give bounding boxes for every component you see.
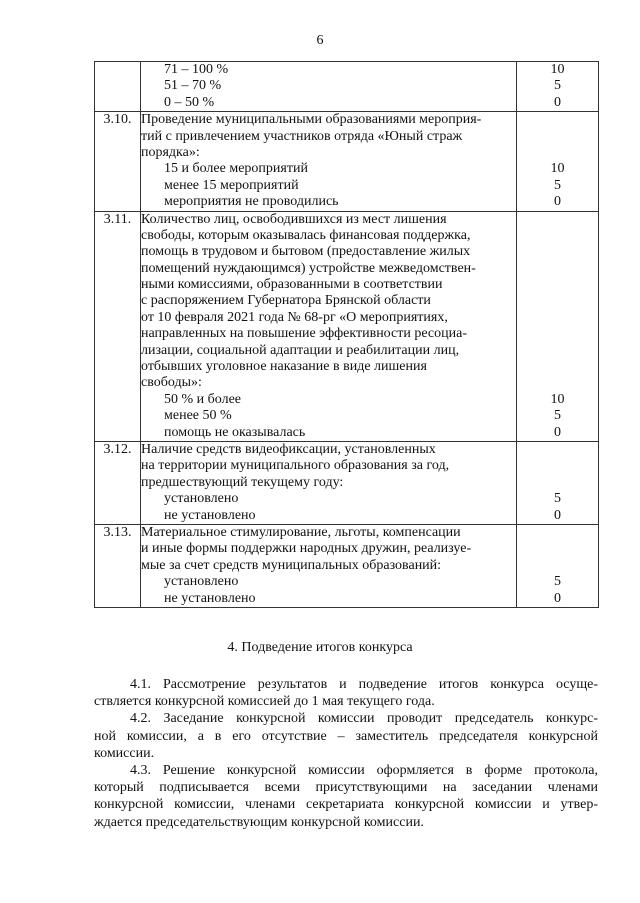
score-spacer xyxy=(517,442,598,458)
criterion-option: установлено xyxy=(164,574,239,590)
score-spacer xyxy=(517,541,598,557)
score-spacer xyxy=(517,293,598,309)
row-number: 3.10. xyxy=(95,112,141,211)
criterion-option: помощь не оказывалась xyxy=(164,424,306,440)
criteria-table-body xyxy=(95,62,599,608)
score-value: 0 xyxy=(554,507,561,523)
criterion-text-line: Наличие средств видеофиксации, установленных xyxy=(141,441,436,457)
score-value: 10 xyxy=(550,391,565,407)
criterion-cell xyxy=(141,62,517,112)
score-value: 0 xyxy=(554,424,561,440)
criterion-text-line: отбывших уголовное наказание в виде лишения xyxy=(141,359,427,375)
criterion-cell xyxy=(141,441,517,524)
paragraph-line: который подписывается всеми присутствующими на заседании членами xyxy=(94,780,598,796)
criterion-text-line: лизации, социальной адаптации и реабилитации лиц, xyxy=(141,342,460,358)
score-cell xyxy=(517,524,599,607)
score-value: 10 xyxy=(550,62,565,77)
score-spacer xyxy=(517,359,598,375)
score-spacer xyxy=(517,475,598,491)
score-value: 5 xyxy=(554,491,561,507)
criterion-option: 15 и более мероприятий xyxy=(164,161,308,177)
criterion-text-line: помощь в трудовом и бытовом (предоставление жилых xyxy=(141,244,471,260)
score-value: 5 xyxy=(554,408,561,424)
criterion-option: мероприятия не проводились xyxy=(164,194,339,210)
criteria-table xyxy=(94,61,599,608)
score-spacer xyxy=(517,228,598,244)
score-cell xyxy=(517,211,599,441)
score-spacer xyxy=(517,277,598,293)
criterion-text-line: мые за счет средств муниципальных образований: xyxy=(141,557,442,573)
criterion-option: менее 15 мероприятий xyxy=(164,177,299,193)
page-number: 6 xyxy=(316,33,324,48)
criterion-text-line: ными комиссиями, образованными в соответствии xyxy=(141,277,443,293)
criterion-option: установлено xyxy=(164,491,239,507)
paragraph xyxy=(94,676,598,710)
criterion-text-line: Количество лиц, освободившихся из мест лишения xyxy=(141,211,447,227)
score-value: 5 xyxy=(554,177,561,193)
criterion-option: не установлено xyxy=(164,590,256,606)
criterion-option: не установлено xyxy=(164,507,256,523)
score-spacer xyxy=(517,129,598,145)
criterion-option: 0 – 50 % xyxy=(164,94,215,110)
paragraph xyxy=(94,762,598,831)
table-row xyxy=(95,211,599,441)
score-spacer xyxy=(517,375,598,391)
criterion-option: 51 – 70 % xyxy=(164,78,222,94)
criterion-text-line: направленных на повышение эффективности ресоциа- xyxy=(141,326,467,342)
score-cell xyxy=(517,112,599,211)
criterion-option: 71 – 100 % xyxy=(164,62,229,77)
score-value: 0 xyxy=(554,94,561,110)
criterion-cell xyxy=(141,211,517,441)
paragraphs xyxy=(94,676,598,831)
row-number xyxy=(95,62,141,112)
score-spacer xyxy=(517,261,598,277)
paragraph-line: ствляется конкурсной комиссией до 1 мая текущего года. xyxy=(94,694,435,710)
criterion-text-line: тий с привлечением участников отряда «Юный страж xyxy=(141,128,463,144)
criterion-cell xyxy=(141,112,517,211)
criterion-text-line: и иные формы поддержки народных дружин, реализуе- xyxy=(141,541,472,557)
paragraph-line: комиссии. xyxy=(94,745,155,761)
paragraph-line: конкурсной комиссии, членами секретариата конкурсной комиссии и утвер- xyxy=(94,797,598,813)
score-value: 5 xyxy=(554,574,561,590)
score-spacer xyxy=(517,326,598,342)
score-value: 5 xyxy=(554,78,561,94)
score-value: 10 xyxy=(550,161,565,177)
table-row xyxy=(95,524,599,607)
table-row xyxy=(95,112,599,211)
criterion-option: менее 50 % xyxy=(164,408,232,424)
score-value: 0 xyxy=(554,590,561,606)
criterion-text-line: Проведение муниципальными образованиями мероприя- xyxy=(141,112,482,128)
criterion-text-line: свободы, которым оказывалась финансовая поддержка, xyxy=(141,227,471,243)
criterion-text-line: предшествующий текущему году: xyxy=(141,474,344,490)
score-cell xyxy=(517,441,599,524)
score-spacer xyxy=(517,112,598,128)
table-row xyxy=(95,441,599,524)
score-spacer xyxy=(517,458,598,474)
score-spacer xyxy=(517,525,598,541)
score-cell xyxy=(517,62,599,112)
score-spacer xyxy=(517,310,598,326)
table-row xyxy=(95,62,599,112)
paragraph-line: 4.2. Заседание конкурсной комиссии проводит председатель конкурс- xyxy=(130,711,598,727)
paragraph-line: ждается председательствующим конкурсной комиссии. xyxy=(94,814,424,830)
criterion-text-line: Материальное стимулирование, льготы, компенсации xyxy=(141,524,461,540)
row-number: 3.11. xyxy=(95,211,141,441)
score-spacer xyxy=(517,244,598,260)
row-number: 3.12. xyxy=(95,441,141,524)
criterion-text-line: от 10 февраля 2021 года № 68-рг «О мероприятиях, xyxy=(141,309,448,325)
score-spacer xyxy=(517,343,598,359)
criterion-cell xyxy=(141,524,517,607)
paragraph-line: 4.1. Рассмотрение результатов и подведение итогов конкурса осуще- xyxy=(130,677,598,692)
criterion-text-line: с распоряжением Губернатора Брянской области xyxy=(141,293,431,309)
criterion-text-line: на территории муниципального образования за год, xyxy=(141,458,450,474)
score-value: 0 xyxy=(554,194,561,210)
section-heading: 4. Подведение итогов конкурса xyxy=(227,640,413,655)
score-spacer xyxy=(517,212,598,228)
paragraph xyxy=(94,710,598,762)
score-spacer xyxy=(517,558,598,574)
paragraph-line: 4.3. Решение конкурсной комиссии оформляется в форме протокола, xyxy=(130,762,598,778)
criterion-option: 50 % и более xyxy=(164,391,242,407)
paragraph-line: ной комиссии, а в его отсутствие – заместитель председателя конкурсной xyxy=(94,728,598,744)
row-number: 3.13. xyxy=(95,524,141,607)
criterion-text-line: помещений нуждающимся) устройстве межведомствен- xyxy=(141,260,476,276)
score-spacer xyxy=(517,145,598,161)
criterion-text-line: порядка»: xyxy=(141,144,200,160)
criterion-text-line: свободы»: xyxy=(141,375,202,391)
